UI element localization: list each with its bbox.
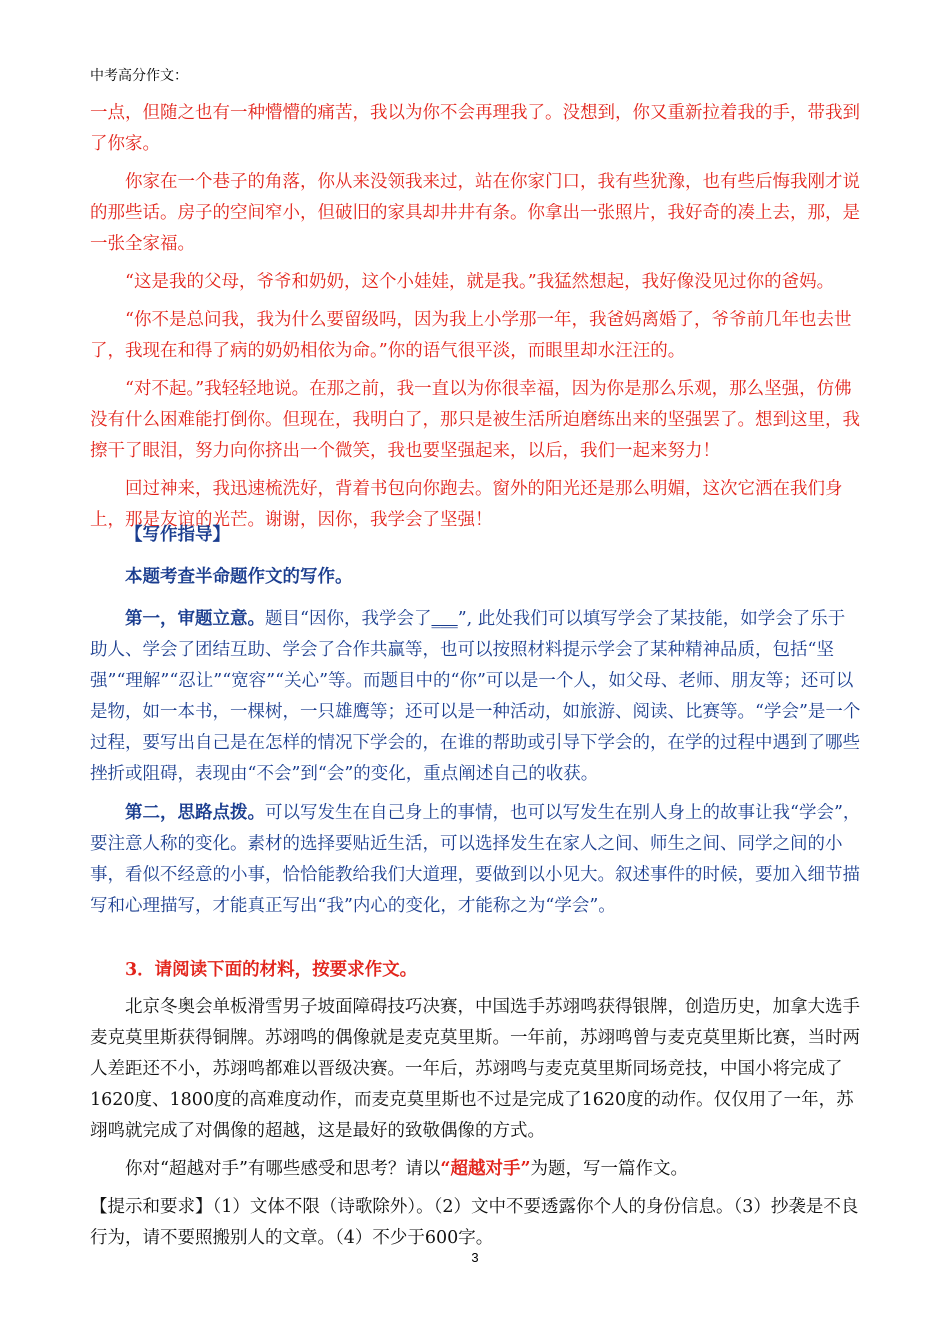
story-paragraph: “这是我的父母，爷爷和奶奶，这个小娃娃，就是我。”我猛然想起，我好像没见过你的爸妈。 (125, 272, 835, 292)
prompt-essay-title: “超越对手” (440, 1159, 531, 1179)
guide-point-1-lead: 第一，审题立意。 (125, 609, 265, 629)
guide-intro: 本题考查半命题作文的写作。 (125, 567, 353, 587)
story-paragraph: 回过神来，我迅速梳洗好，背着书包向你跑去。窗外的阳光还是那么明媚，这次它洒在我们身上，那是友谊的光芒。谢谢，因你，我学会了坚强！ (90, 479, 843, 530)
story-paragraph: 一点，但随之也有一种懵懵的痛苦，我以为你不会再理我了。没想到，你又重新拉着我的手，带我到了你家。 (90, 103, 860, 154)
question-3-material: 北京冬奥会单板滑雪男子坡面障碍技巧决赛，中国选手苏翊鸣获得银牌，创造历史，加拿大选手麦克莫里斯获得铜牌。苏翊鸣的偶像就是麦克莫里斯。一年前，苏翊鸣曾与麦克莫里斯比赛，当时两人差距还不小，苏翊鸣都难以晋级决赛。一年后，苏翊鸣与麦克莫里斯同场竞技，中国小将完成了1620度、1800度的高难度动作，而麦克莫里斯也不过是完成了1620度的动作。仅仅用了一年，苏翊鸣就完成了对偶像的超越，这是最好的致敬偶像的方式。 (90, 997, 860, 1141)
guide-title-blank: ___ (431, 609, 458, 629)
question-3-title: 3．请阅读下面的材料，按要求作文。 (125, 960, 418, 980)
guide-point-2-lead: 第二，思路点拨。 (125, 803, 265, 823)
prompt-text-a: 你对“超越对手”有哪些感受和思考？请以 (125, 1159, 441, 1179)
page-header: 中考高分作文： (90, 68, 188, 84)
story-paragraph: “对不起。”我轻轻地说。在那之前，我一直以为你很幸福，因为你是那么乐观，那么坚强，仿佛没有什么困难能打倒你。但现在，我明白了，那只是被生活所迫磨练出来的坚强罢了。想到这里，我擦干了眼泪，努力向你挤出一个微笑，我也要坚强起来，以后，我们一起来努力！ (90, 379, 860, 461)
question-3 (90, 955, 862, 1261)
essay-story (90, 98, 862, 543)
guide-heading: 【写作指导】 (125, 525, 230, 545)
guide-point-2 (90, 798, 862, 922)
prompt-text-b: 为题，写一篇作文。 (530, 1159, 689, 1179)
guide-point-1-text-a: 题目“因你，我学会了 (265, 609, 432, 629)
writing-guide (90, 520, 862, 930)
question-3-prompt (90, 1154, 862, 1185)
story-paragraph: “你不是总问我，我为什么要留级吗，因为我上小学那一年，我爸妈离婚了，爷爷前几年也去世了，我现在和得了病的奶奶相依为命。”你的语气很平淡，而眼里却水汪汪的。 (90, 310, 852, 361)
guide-point-2-text: 可以写发生在自己身上的事情，也可以写发生在别人身上的故事让我“学会”，要注意人称的变化。素材的选择要贴近生活，可以选择发生在家人之间、师生之间、同学之间的小事，看似不经意的小事，恰恰能教给我们大道理，要做到以小见大。叙述事件的时候，要加入细节描写和心理描写，才能真正写出“我”内心的变化，才能称之为“学会”。 (90, 803, 861, 916)
page-number: 3 (471, 1250, 479, 1265)
question-3-requirements: 【提示和要求】（1）文体不限（诗歌除外）。（2）文中不要透露你个人的身份信息。（3）抄袭是不良行为，请不要照搬别人的文章。（4）不少于600字。 (90, 1197, 859, 1248)
story-paragraph: 你家在一个巷子的角落，你从来没领我来过，站在你家门口，我有些犹豫，也有些后悔我刚才说的那些话。房子的空间窄小，但破旧的家具却井井有条。你拿出一张照片，我好奇的凑上去，那，是一张全家福。 (90, 172, 860, 254)
guide-point-1 (90, 604, 862, 790)
guide-point-1-text-b: ”, 此处我们可以填写学会了某技能，如学会了乐于助人、学会了团结互助、学会了合作共赢等，也可以按照材料提示学会了某种精神品质，包括“坚强”“理解”“忍让”“宽容”“关心”等。而题目中的“你”可以是一个人，如父母、老师、朋友等；还可以是物，如一本书，一棵树，一只雄鹰等；还可以是一种活动，如旅游、阅读、比赛等。“学会”是一个过程，要写出自己是在怎样的情况下学会的，在谁的帮助或引导下学会的，在学的过程中遇到了哪些挫折或阻碍，表现由“不会”到“会”的变化，重点阐述自己的收获。 (90, 609, 861, 784)
